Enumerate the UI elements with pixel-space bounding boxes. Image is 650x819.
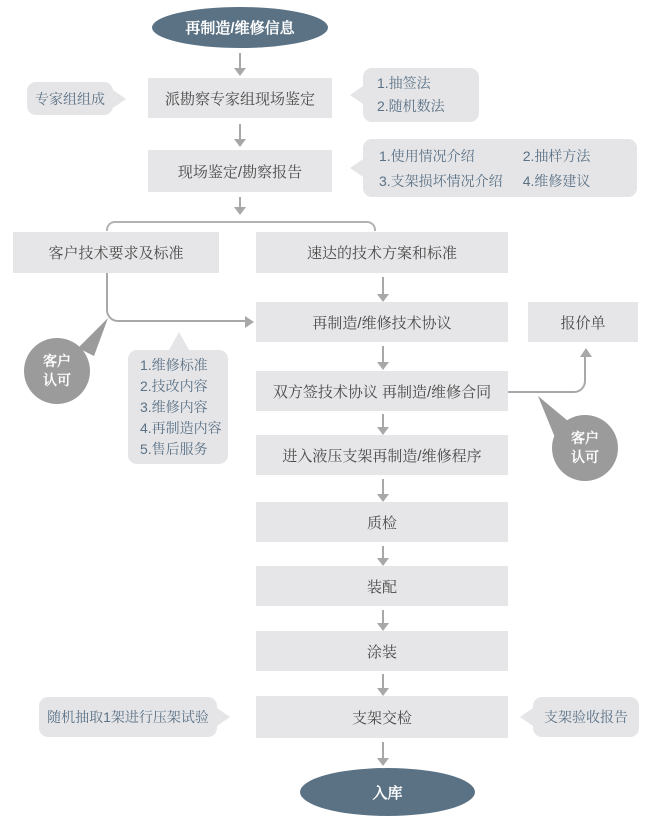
callout-line: 2.随机数法 (377, 98, 445, 114)
arrow-report-to-split (239, 197, 241, 207)
callout-item: 1.使用情况介绍 (379, 147, 475, 164)
arrow-qc-to-assembly (382, 546, 384, 558)
arrow-agreement-to-contract (382, 346, 384, 362)
arrow-inspection-to-end (382, 742, 384, 758)
approval-label: 客户 (571, 430, 599, 446)
node-inspection: 支架交检 (256, 696, 508, 738)
node-tech-agreement: 再制造/维修技术协议 (256, 302, 508, 342)
callout-line: 1.抽签法 (377, 75, 431, 91)
callout-item: 2.抽样方法 (522, 147, 591, 164)
split-bracket-right (241, 221, 376, 231)
node-customer-requirements: 客户技术要求及标准 (13, 232, 219, 273)
node-process: 进入液压支架再制造/维修程序 (256, 435, 508, 475)
callout-sampling-methods (363, 68, 479, 122)
node-end: 入库 (300, 768, 475, 816)
callout-pressure-test: 随机抽取1架进行压架试验 (39, 697, 217, 737)
node-start: 再制造/维修信息 (152, 7, 328, 48)
callout-item: 4.维修建议 (522, 172, 591, 189)
node-survey: 派勘察专家组现场鉴定 (148, 78, 332, 118)
approval-label: 认可 (43, 372, 71, 388)
arrow-process-to-qc (382, 479, 384, 494)
callout-acceptance-report: 支架验收报告 (533, 697, 639, 737)
arrow-assembly-to-painting (382, 610, 384, 623)
arrow-plan-to-agreement (382, 277, 384, 294)
node-contract: 双方签技术协议 再制造/维修合同 (256, 371, 508, 411)
node-suda-plan: 速达的技术方案和标准 (256, 232, 508, 273)
callout-line: 2.技改内容 (140, 377, 208, 394)
approval-label: 认可 (571, 449, 599, 465)
callout-report-items (363, 139, 637, 197)
split-bracket-left (106, 221, 241, 231)
callout-item: 3.支架损坏情况介绍 (379, 172, 503, 189)
approval-circle-left (24, 338, 90, 404)
node-assembly: 装配 (256, 566, 508, 606)
approval-label: 客户 (43, 353, 71, 369)
arrow-painting-to-inspection (382, 674, 384, 688)
connector-contract-to-quotation (508, 356, 586, 393)
node-painting: 涂装 (256, 631, 508, 671)
callout-line: 4.再制造内容 (140, 419, 222, 436)
node-report: 现场鉴定/勘察报告 (148, 150, 332, 192)
arrow-contract-to-process (382, 414, 384, 427)
callout-agreement-items (128, 350, 228, 464)
callout-line: 1.维修标准 (140, 356, 208, 373)
node-quality-check: 质检 (256, 502, 508, 542)
connector-arrowhead-up (580, 348, 592, 357)
callout-line: 5.售后服务 (140, 440, 208, 457)
connector-requirements-to-agreement (106, 273, 246, 322)
approval-circle-right (552, 415, 618, 481)
node-quotation: 报价单 (528, 302, 638, 342)
connector-arrowhead-right (245, 316, 254, 328)
callout-line: 3.维修内容 (140, 398, 208, 415)
callout-expert-group: 专家组组成 (27, 82, 113, 115)
arrow-start-to-survey (239, 53, 241, 68)
arrow-survey-to-report (239, 124, 241, 139)
